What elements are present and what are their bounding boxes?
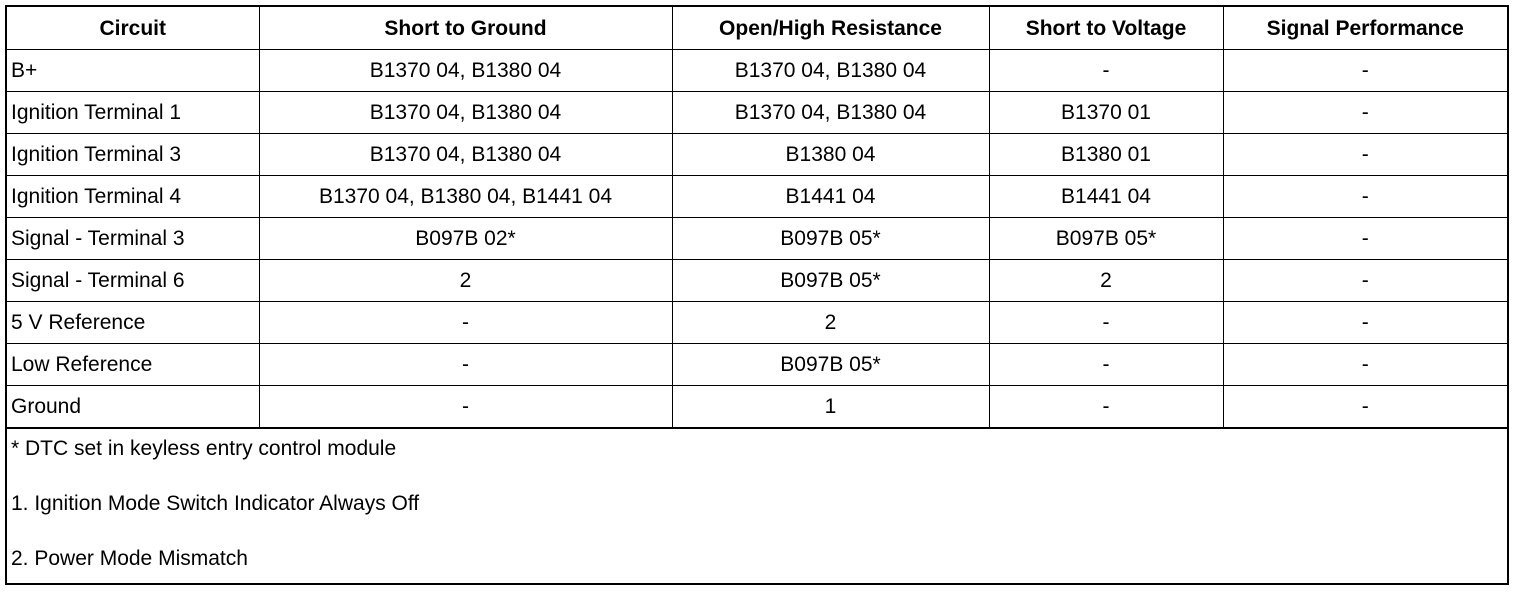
table-row <box>7 134 1507 176</box>
footnote-1: 1. Ignition Mode Switch Indicator Always Off <box>11 492 420 515</box>
cell-circuit: Low Reference <box>7 344 259 386</box>
cell-circuit: Signal - Terminal 6 <box>7 260 259 302</box>
table-row <box>7 386 1507 428</box>
cell-signal-performance: - <box>1223 386 1507 428</box>
cell-open-high-resistance: B097B 05* <box>672 218 989 260</box>
cell-short-to-ground: B1370 04, B1380 04 <box>259 134 672 176</box>
cell-short-to-voltage: B1370 01 <box>989 92 1223 134</box>
table-row <box>7 92 1507 134</box>
cell-circuit: 5 V Reference <box>7 302 259 344</box>
cell-signal-performance: - <box>1223 176 1507 218</box>
header-signal-performance: Signal Performance <box>1223 7 1507 50</box>
cell-open-high-resistance: 1 <box>672 386 989 428</box>
cell-signal-performance: - <box>1223 92 1507 134</box>
table-row <box>7 344 1507 386</box>
header-short-to-ground: Short to Ground <box>259 7 672 50</box>
cell-short-to-voltage: - <box>989 386 1223 428</box>
cell-signal-performance: - <box>1223 134 1507 176</box>
footnote-asterisk: * DTC set in keyless entry control module <box>11 437 397 460</box>
cell-open-high-resistance: B097B 05* <box>672 260 989 302</box>
cell-short-to-voltage: - <box>989 302 1223 344</box>
table-row <box>7 218 1507 260</box>
cell-short-to-voltage: B097B 05* <box>989 218 1223 260</box>
cell-signal-performance: - <box>1223 302 1507 344</box>
header-circuit: Circuit <box>7 7 259 50</box>
cell-short-to-ground: B1370 04, B1380 04 <box>259 92 672 134</box>
cell-circuit: Ignition Terminal 1 <box>7 92 259 134</box>
cell-short-to-ground: - <box>259 386 672 428</box>
cell-circuit: Signal - Terminal 3 <box>7 218 259 260</box>
cell-short-to-voltage: B1441 04 <box>989 176 1223 218</box>
cell-short-to-ground: B1370 04, B1380 04, B1441 04 <box>259 176 672 218</box>
cell-open-high-resistance: B1441 04 <box>672 176 989 218</box>
dtc-table-frame <box>5 5 1509 585</box>
header-open-high-resistance: Open/High Resistance <box>672 7 989 50</box>
cell-open-high-resistance: B1380 04 <box>672 134 989 176</box>
cell-circuit: B+ <box>7 50 259 92</box>
table-footnotes <box>7 428 1507 602</box>
cell-short-to-voltage: - <box>989 344 1223 386</box>
cell-circuit: Ignition Terminal 3 <box>7 134 259 176</box>
cell-circuit: Ground <box>7 386 259 428</box>
table-row <box>7 302 1507 344</box>
cell-short-to-ground: - <box>259 344 672 386</box>
table-row <box>7 176 1507 218</box>
cell-signal-performance: - <box>1223 50 1507 92</box>
cell-signal-performance: - <box>1223 218 1507 260</box>
table-row <box>7 50 1507 92</box>
footnote-2: 2. Power Mode Mismatch <box>11 547 248 570</box>
cell-open-high-resistance: B1370 04, B1380 04 <box>672 92 989 134</box>
cell-short-to-ground: B1370 04, B1380 04 <box>259 50 672 92</box>
cell-short-to-ground: - <box>259 302 672 344</box>
cell-open-high-resistance: B097B 05* <box>672 344 989 386</box>
table-header-row <box>7 7 1507 50</box>
cell-short-to-ground: B097B 02* <box>259 218 672 260</box>
cell-open-high-resistance: B1370 04, B1380 04 <box>672 50 989 92</box>
cell-short-to-voltage: B1380 01 <box>989 134 1223 176</box>
cell-short-to-voltage: - <box>989 50 1223 92</box>
cell-open-high-resistance: 2 <box>672 302 989 344</box>
cell-signal-performance: - <box>1223 344 1507 386</box>
cell-short-to-voltage: 2 <box>989 260 1223 302</box>
cell-circuit: Ignition Terminal 4 <box>7 176 259 218</box>
dtc-circuit-table <box>7 7 1507 428</box>
cell-short-to-ground: 2 <box>259 260 672 302</box>
header-short-to-voltage: Short to Voltage <box>989 7 1223 50</box>
cell-signal-performance: - <box>1223 260 1507 302</box>
table-row <box>7 260 1507 302</box>
